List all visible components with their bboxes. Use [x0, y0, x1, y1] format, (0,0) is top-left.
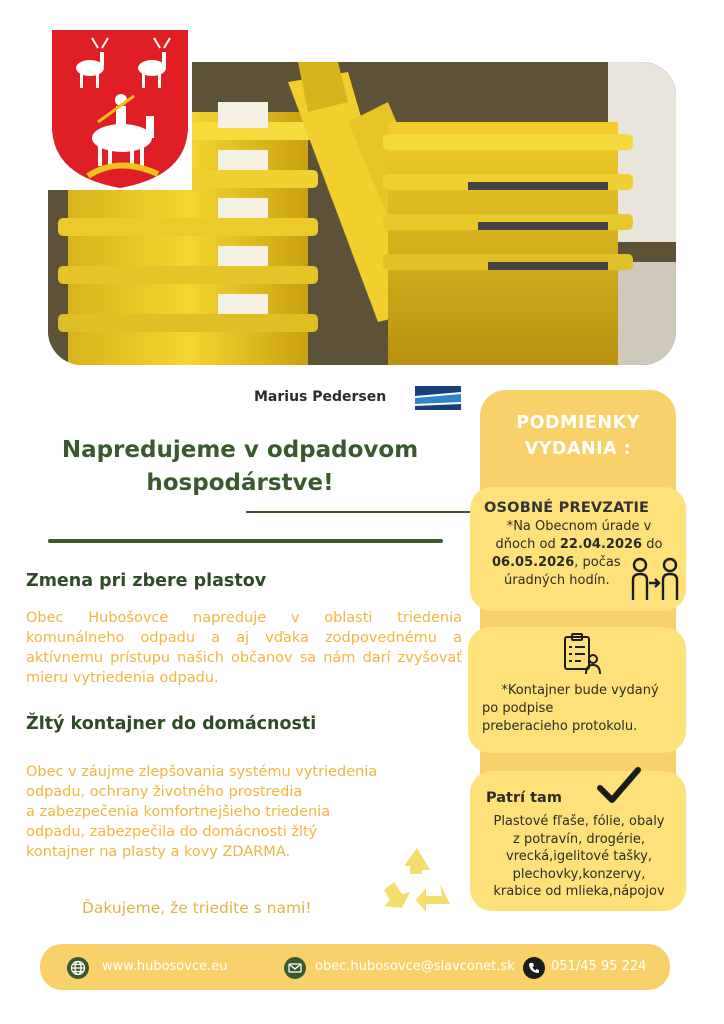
- clipboard-person-icon: [562, 632, 602, 676]
- email-icon: [284, 957, 306, 979]
- website-link[interactable]: www.hubosovce.eu: [102, 959, 228, 974]
- belongs-line: plechovky,konzervy,: [512, 866, 646, 882]
- headline-line1: Napredujeme v odpadovom: [61, 437, 419, 463]
- divider-short: [246, 511, 486, 513]
- headline: [40, 434, 440, 500]
- pickup-line: [484, 536, 674, 554]
- phone-icon: [523, 957, 545, 979]
- pickup-date-to: 06.05.2026: [492, 555, 575, 570]
- conditions-title-line2: VYDANIA :: [524, 439, 632, 459]
- belongs-line: vrecká,igelitové tašky,: [506, 849, 652, 864]
- pickup-text-part: dňoch od: [495, 537, 560, 552]
- coat-of-arms-logo: [48, 26, 192, 190]
- section2-line: a zabezpečenia komfortnejšieho triedenia: [26, 804, 331, 820]
- globe-icon: [67, 957, 89, 979]
- belongs-line: Plastové fľaše, fólie, obaly: [493, 814, 665, 829]
- pickup-title: OSOBNÉ PREVZATIE: [484, 500, 650, 516]
- pickup-line: úradných hodín.: [504, 573, 610, 588]
- brand-name: Marius Pedersen: [254, 389, 387, 405]
- section2-line: odpadu, zabezpečila do domácnosti žltý: [26, 824, 318, 840]
- divider-long: [48, 539, 443, 543]
- section2-heading: Žltý kontajner do domácnosti: [26, 714, 317, 734]
- section1-text: Obec Hubošovce napreduje v oblasti triedenia komunálneho odpadu a aj vďaka zodpovednému a aktívnemu prístupu našich občanov sa nám darí zvyšovať mieru vytriedenia odpadu.: [26, 610, 462, 686]
- belongs-line: krabice od mlieka,nápojov: [493, 884, 665, 899]
- recycle-icon: [380, 842, 454, 916]
- pickup-date-from: 22.04.2026: [559, 537, 643, 552]
- section2-line: Obec v záujme zlepšovania systému vytriedenia: [26, 764, 378, 780]
- protocol-line: preberacieho protokolu.: [482, 719, 638, 734]
- conditions-title: [480, 410, 676, 462]
- section2-line: kontajner na plasty a kovy ZDARMA.: [26, 844, 291, 860]
- phone-link[interactable]: 051/45 95 224: [551, 959, 647, 974]
- email-link[interactable]: obec.hubosovce@slavconet.sk: [315, 959, 515, 974]
- belongs-text: [476, 813, 682, 901]
- thanks-text: Ďakujeme, že triedite s nami!: [82, 899, 312, 917]
- pickup-text-part: do: [642, 537, 663, 552]
- handover-icon: [630, 556, 680, 604]
- checkmark-icon: [594, 766, 644, 810]
- belongs-line: z potravín, drogérie,: [513, 831, 645, 847]
- protocol-text: [480, 682, 680, 736]
- section2-line: odpadu, ochrany životného prostredia: [26, 784, 303, 800]
- headline-line2: hospodárstve!: [146, 470, 334, 496]
- belongs-title: Patrí tam: [486, 790, 562, 806]
- marius-pedersen-logo: [415, 386, 461, 410]
- section1-heading: Zmena pri zbere plastov: [26, 571, 267, 591]
- pickup-line: *Na Obecnom úrade v: [506, 519, 652, 534]
- pickup-text-part: , počas: [574, 555, 621, 570]
- conditions-title-line1: PODMIENKY: [516, 413, 640, 433]
- protocol-line: *Kontajner bude vydaný: [501, 683, 659, 698]
- protocol-line: po podpise: [482, 701, 554, 716]
